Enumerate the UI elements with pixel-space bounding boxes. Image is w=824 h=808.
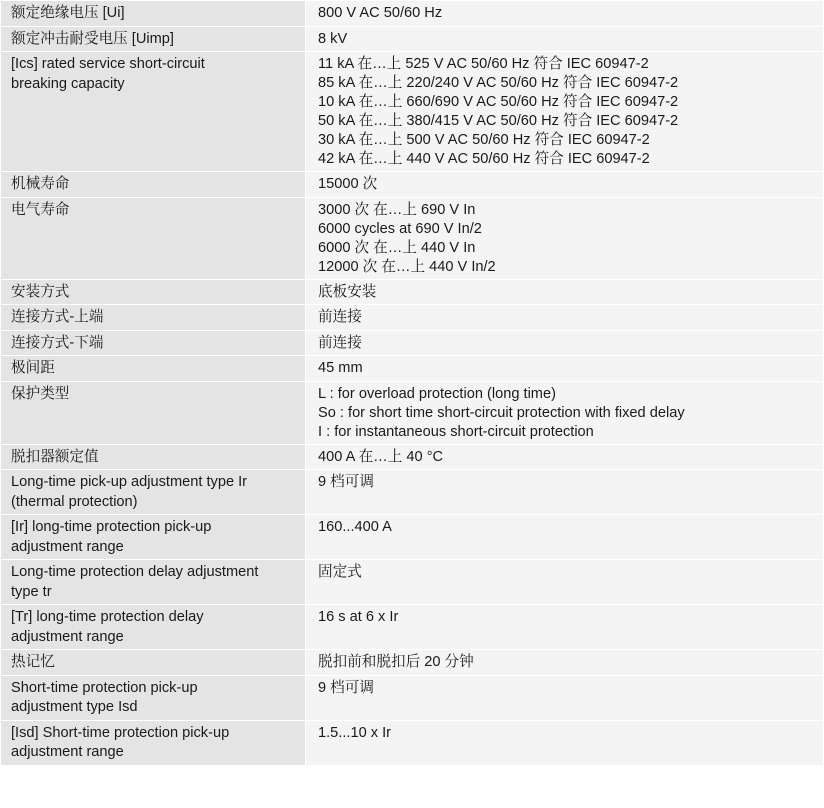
spec-value [306,27,823,52]
spec-value-line: 400 A 在…上 40 °C [318,448,444,465]
spec-label [1,445,305,470]
spec-value-line: 11 kA 在…上 525 V AC 50/60 Hz 符合 IEC 60947-2 [318,56,649,72]
spec-label-line: 脱扣器额定值 [11,448,99,465]
spec-label [1,605,305,649]
spec-value-line: 固定式 [318,564,362,580]
spec-value [306,52,823,171]
spec-label [1,198,305,279]
spec-value [306,650,823,675]
spec-table [1,1,823,766]
spec-label-line: [Ics] rated service short-circuit [11,56,205,72]
spec-value [306,560,823,604]
spec-label [1,382,305,444]
spec-label-line: Long-time protection delay adjustment [11,564,259,580]
spec-value [306,305,823,330]
spec-value-line: 6000 次 在…上 440 V In [318,239,476,256]
spec-label [1,676,305,720]
spec-row [1,605,823,650]
spec-value-line: 16 s at 6 x Ir [318,609,399,625]
spec-value [306,721,823,765]
spec-label-line: adjustment type Isd [11,699,138,715]
spec-label [1,172,305,197]
spec-row [1,305,823,331]
spec-label-line: 连接方式-下端 [11,334,104,351]
spec-value-line: 45 mm [318,360,363,376]
spec-label-line: adjustment range [11,744,124,760]
spec-label-line: 安装方式 [11,283,70,300]
spec-value [306,198,823,279]
spec-label-line: 连接方式-上端 [11,309,104,325]
spec-value-line: 9 档可调 [318,679,374,696]
spec-label [1,721,305,765]
spec-label [1,470,305,514]
spec-label-line: 额定绝缘电压 [Ui] [11,5,125,21]
spec-value-line: 底板安装 [318,283,377,300]
spec-row [1,470,823,515]
spec-value [306,605,823,649]
spec-row [1,560,823,605]
spec-label [1,27,305,52]
spec-value-line: 15000 次 [318,176,378,192]
spec-label [1,280,305,305]
spec-row [1,198,823,280]
spec-value-line: 12000 次 在…上 440 V In/2 [318,258,496,275]
spec-value-line: L : for overload protection (long time) [318,385,556,402]
spec-value-line: 800 V AC 50/60 Hz [318,5,443,21]
spec-label [1,52,305,171]
spec-value [306,356,823,381]
spec-row [1,280,823,306]
spec-row [1,1,823,27]
spec-value-line: 160...400 A [318,519,392,535]
spec-label [1,305,305,330]
spec-row [1,650,823,676]
spec-row [1,52,823,172]
spec-label [1,560,305,604]
spec-label [1,1,305,26]
spec-value [306,172,823,197]
spec-value-line: 30 kA 在…上 500 V AC 50/60 Hz 符合 IEC 60947-2 [318,132,650,148]
spec-label-line: adjustment range [11,538,124,555]
spec-value-line: So : for short time short-circuit protection with fixed delay [318,404,685,421]
spec-label [1,356,305,381]
spec-value-line: 8 kV [318,30,348,47]
spec-value [306,382,823,444]
spec-label-line: breaking capacity [11,75,125,92]
spec-label-line: Short-time protection pick-up [11,679,198,696]
spec-label-line: 机械寿命 [11,176,70,192]
spec-value-line: 脱扣前和脱扣后 20 分钟 [318,654,474,670]
spec-label-line: 额定冲击耐受电压 [Uimp] [11,30,174,47]
spec-value-line: I : for instantaneous short-circuit protection [318,423,594,440]
spec-value-line: 前连接 [318,334,362,351]
spec-value-line: 6000 cycles at 690 V In/2 [318,220,482,237]
spec-value [306,331,823,356]
spec-label [1,515,305,559]
spec-label-line: adjustment range [11,628,124,645]
spec-value-line: 3000 次 在…上 690 V In [318,201,476,218]
spec-label-line: 极间距 [11,360,55,376]
spec-label-line: [Ir] long-time protection pick-up [11,519,212,535]
spec-label-line: 保护类型 [11,385,70,402]
spec-value [306,280,823,305]
spec-label-line: (thermal protection) [11,493,138,510]
spec-label-line: [Tr] long-time protection delay [11,609,204,625]
spec-value [306,470,823,514]
spec-label-line: type tr [11,583,52,600]
spec-value-line: 42 kA 在…上 440 V AC 50/60 Hz 符合 IEC 60947-2 [318,151,650,167]
spec-row [1,721,823,766]
spec-value-line: 10 kA 在…上 660/690 V AC 50/60 Hz 符合 IEC 60947-2 [318,94,679,110]
spec-row [1,356,823,382]
spec-value [306,1,823,26]
spec-value [306,676,823,720]
spec-value [306,445,823,470]
spec-label-line: Long-time pick-up adjustment type Ir [11,474,248,490]
spec-row [1,27,823,53]
spec-row [1,172,823,198]
spec-value-line: 1.5...10 x Ir [318,724,392,741]
spec-row [1,676,823,721]
spec-label-line: 电气寿命 [11,201,70,218]
spec-row [1,382,823,445]
spec-value-line: 85 kA 在…上 220/240 V AC 50/60 Hz 符合 IEC 60947-2 [318,75,679,91]
spec-value-line: 9 档可调 [318,474,374,490]
spec-label-line: [Isd] Short-time protection pick-up [11,724,230,741]
spec-value-line: 50 kA 在…上 380/415 V AC 50/60 Hz 符合 IEC 60947-2 [318,113,679,129]
spec-value [306,515,823,559]
spec-value-line: 前连接 [318,309,362,325]
spec-row [1,445,823,471]
spec-row [1,515,823,560]
spec-label [1,650,305,675]
spec-label [1,331,305,356]
spec-label-line: 热记忆 [11,654,55,670]
spec-row [1,331,823,357]
